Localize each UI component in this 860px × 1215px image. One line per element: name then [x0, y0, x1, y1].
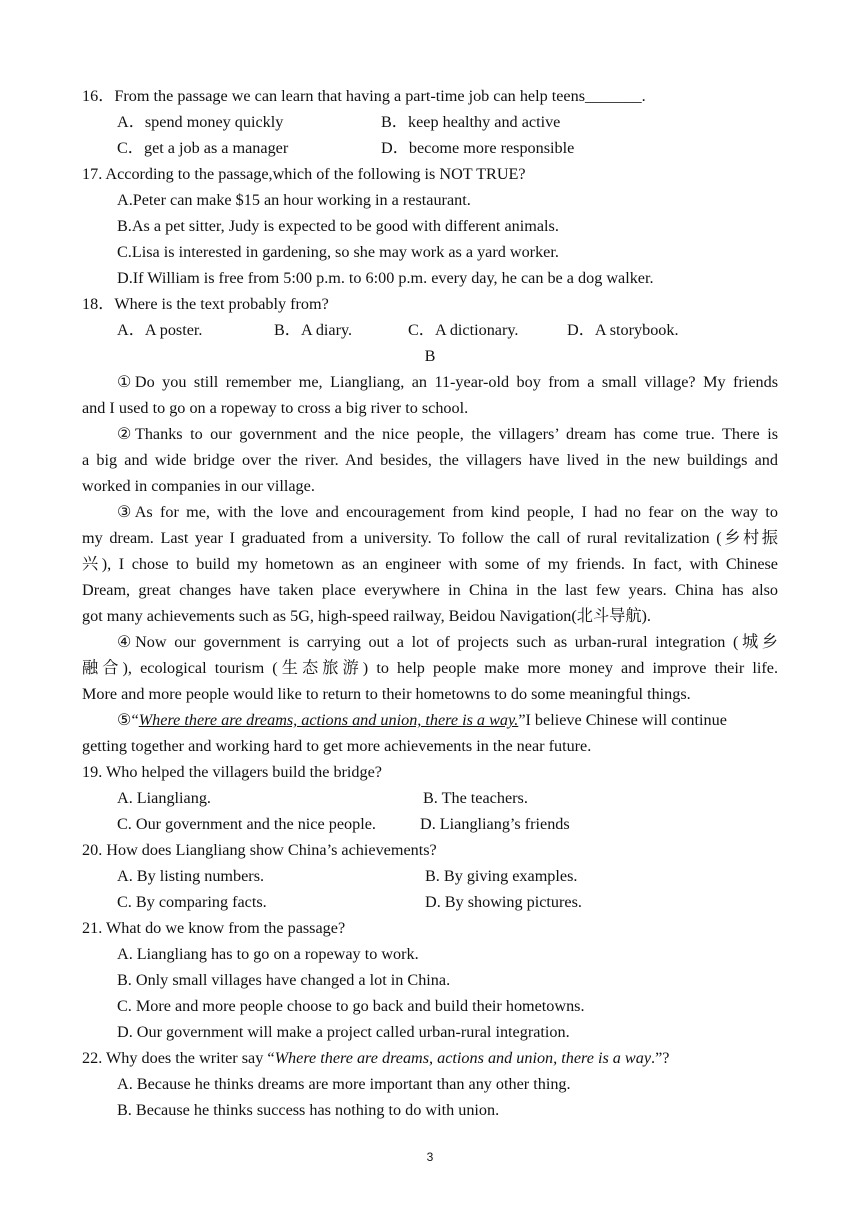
- question-21-option-d: D. Our government will make a project called urban-rural integration.: [117, 1023, 570, 1041]
- question-20-option-d: D. By showing pictures.: [425, 893, 582, 911]
- question-19-stem: 19. Who helped the villagers build the bridge?: [82, 763, 382, 781]
- question-20-option-b: B. By giving examples.: [425, 867, 578, 885]
- question-18-option-a: A．A poster.: [117, 321, 203, 339]
- question-17-option-d: D.If William is free from 5:00 p.m. to 6:00 p.m. every day, he can be a dog walker.: [117, 269, 654, 287]
- passage-p4-line3: More and more people would like to return to their hometowns to do some meaningful things.: [82, 685, 691, 703]
- question-18-option-c: C．A dictionary.: [408, 321, 519, 339]
- passage-p2-line2: a big and wide bridge over the river. And besides, the villagers have lived in the new buildings and: [82, 451, 778, 469]
- question-20-option-a: A. By listing numbers.: [117, 867, 265, 885]
- question-18-stem: 18．Where is the text probably from?: [82, 295, 329, 313]
- question-20-option-c: C. By comparing facts.: [117, 893, 267, 911]
- question-16-stem: 16．From the passage we can learn that having a part-time job can help teens_______.: [82, 87, 646, 105]
- question-21-stem: 21. What do we know from the passage?: [82, 919, 346, 937]
- passage-p5-line2: getting together and working hard to get more achievements in the near future.: [82, 737, 592, 755]
- question-21-option-a: A. Liangliang has to go on a ropeway to work.: [117, 945, 419, 963]
- page-number: 3: [426, 1150, 434, 1164]
- question-21-option-c: C. More and more people choose to go back and build their hometowns.: [117, 997, 585, 1015]
- passage-p1-line2: and I used to go on a ropeway to cross a big river to school.: [82, 399, 469, 417]
- question-18-option-d: D．A storybook.: [567, 321, 679, 339]
- question-22-option-b: B. Because he thinks success has nothing to do with union.: [117, 1101, 500, 1119]
- question-18-option-b: B．A diary.: [274, 321, 353, 339]
- passage-p2-line1: ②Thanks to our government and the nice people, the villagers’ dream has come true. There is: [117, 425, 778, 443]
- question-19-option-c: C. Our government and the nice people.: [117, 815, 376, 833]
- question-16-option-c: C．get a job as a manager: [117, 139, 289, 157]
- question-17-stem: 17. According to the passage,which of the following is NOT TRUE?: [82, 165, 526, 183]
- passage-p3-line4: Dream, great changes have taken place everywhere in China in the last few years. China has also: [82, 581, 778, 599]
- question-22-stem-quote: Where there are dreams, actions and union, there is a way: [274, 1049, 652, 1067]
- passage-p5-prefix: ⑤“: [117, 711, 139, 729]
- question-22-stem-suffix: .”?: [651, 1049, 670, 1067]
- question-17-option-c: C.Lisa is interested in gardening, so she may work as a yard worker.: [117, 243, 559, 261]
- passage-p3-line5: got many achievements such as 5G, high-speed railway, Beidou Navigation(北斗导航).: [82, 607, 651, 625]
- passage-p1-line1: ①Do you still remember me, Liangliang, an 11-year-old boy from a small village? My friends: [117, 373, 778, 391]
- question-21-option-b: B. Only small villages have changed a lot in China.: [117, 971, 451, 989]
- question-19-option-a: A. Liangliang.: [117, 789, 211, 807]
- question-16-option-d: D．become more responsible: [381, 139, 575, 157]
- passage-p5-suffix: ”I believe Chinese will continue: [518, 711, 727, 729]
- passage-p4-line2: 融合), ecological tourism (生态旅游) to help people make more money and improve their life.: [82, 659, 778, 677]
- section-label: B: [424, 347, 436, 365]
- question-22-stem: [82, 1048, 669, 1068]
- passage-p4-line1: ④Now our government is carrying out a lot of projects such as urban-rural integration (城乡: [117, 633, 778, 651]
- passage-p2-line3: worked in companies in our village.: [82, 477, 315, 495]
- question-17-option-a: A.Peter can make $15 an hour working in a restaurant.: [117, 191, 471, 209]
- passage-p3-line1: ③As for me, with the love and encouragement from kind people, I had no fear on the way to: [117, 503, 778, 521]
- question-16-option-a: A．spend money quickly: [117, 113, 284, 131]
- question-16-option-b: B．keep healthy and active: [381, 113, 561, 131]
- passage-p3-line3: 兴), I chose to build my hometown as an engineer with some of my friends. In fact, with Chinese: [82, 555, 778, 573]
- passage-p5-line1: [117, 710, 727, 730]
- question-17-option-b: B.As a pet sitter, Judy is expected to be good with different animals.: [117, 217, 559, 235]
- passage-p5-quote: Where there are dreams, actions and union, there is a way.: [138, 711, 519, 729]
- passage-p3-line2: my dream. Last year I graduated from a university. To follow the call of rural revitalization (乡村振: [82, 529, 778, 547]
- question-20-stem: 20. How does Liangliang show China’s achievements?: [82, 841, 437, 859]
- question-19-option-d: D. Liangliang’s friends: [420, 815, 570, 833]
- question-22-option-a: A. Because he thinks dreams are more important than any other thing.: [117, 1075, 571, 1093]
- question-22-stem-prefix: 22. Why does the writer say “: [82, 1049, 275, 1067]
- question-19-option-b: B. The teachers.: [423, 789, 528, 807]
